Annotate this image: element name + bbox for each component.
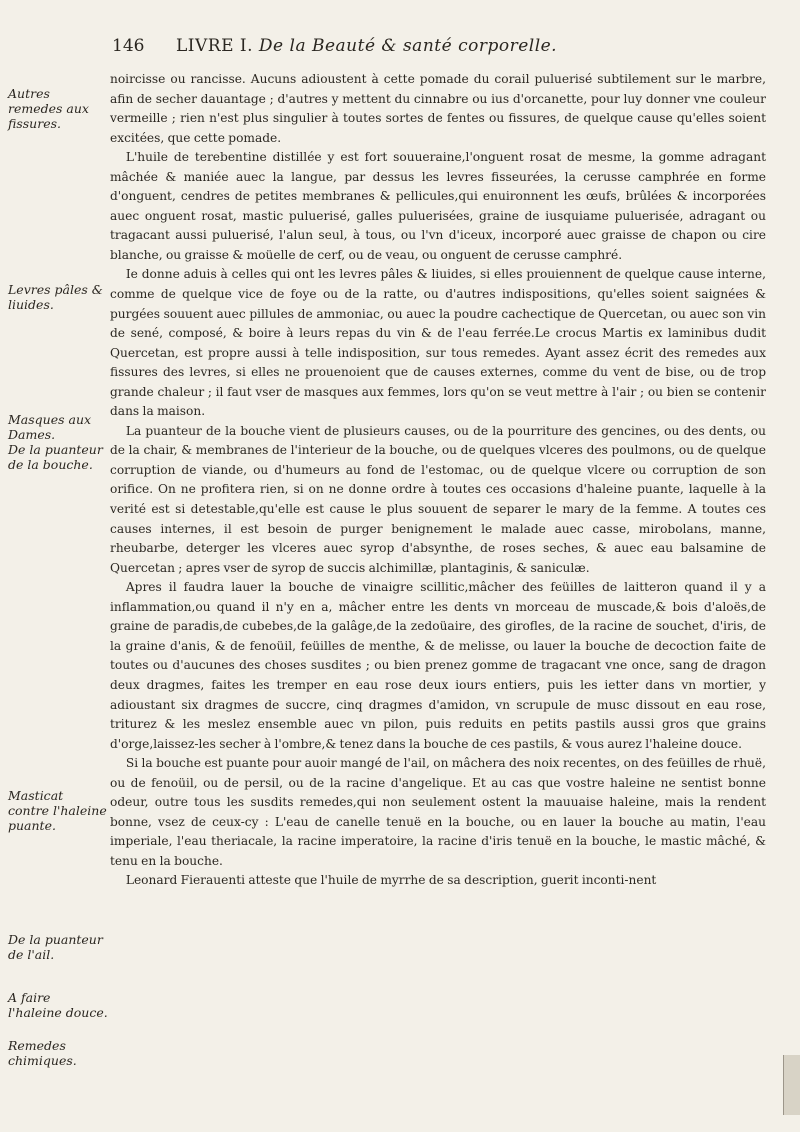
running-header — [112, 36, 752, 66]
book-label: LIVRE I. — [176, 36, 254, 56]
paragraph: L'huile de terebentine distillée y est fort souueraine,l'onguent rosat de mesme, la gomme adragant mâchée & maniée auec la langue, par dessus les levres fisseurées, la cerusse camphrée en forme d'onguent, cendres de petites membranes & pellicules,qui enuironnent les œufs, brûlées & incorporées auec onguent rosat, mastic puluerisé, galles puluerisées, graine de iusquiame puluerisée, adragant ou tragacant aussi puluerisé, l'alun seul, à tous, ou l'vn d'iceux, incorporé auec graisse de chapon ou cire blanche, ou graisse & moüelle de cerf, ou de veau, ou onguent de cerusse camphré. — [110, 150, 766, 262]
margin-note: De la puanteur de la bouche. — [8, 442, 103, 472]
margin-note: Levres pâles & liuides. — [8, 282, 103, 312]
margin-note: De la puanteur de l'ail. — [8, 932, 103, 962]
running-title — [176, 36, 557, 56]
paragraph: Ie donne aduis à celles qui ont les levres pâles & liuides, si elles prouiennent de quelque cause interne, comme de quelque vice de foye ou de la ratte, ou d'autres indispositions, qu'elles soient saignées & purgées souuent auec pillules de ammoniac, ou auec la poudre cachectique de Quercetan, ou auec son vin de sené, composé, & boire à leurs repas du vin & de l'eau ferrée.Le crocus Martis ex laminibus dudit Quercetan, est propre aussi à telle indisposition, sur tous remedes. Ayant assez écrit des remedes aux fissures des levres, si elles ne prouenoient que de causes externes, comme du vent de bise, ou de trop grande chaleur ; il faut vser de masques aux femmes, lors qu'on se veut mettre à l'air ; ou bien se contenir dans la maison. — [110, 267, 766, 419]
margin-note: Remedes chimiques. — [8, 1038, 77, 1068]
margin-note: A faire l'haleine douce. — [8, 990, 108, 1020]
margin-note: Masques aux Dames. — [8, 412, 92, 442]
margin-note: Autres remedes aux fissures. — [8, 86, 89, 131]
paragraph: noircisse ou rancisse. Aucuns adioustent à cette pomade du corail puluerisé subtilement sur le marbre, afin de secher dauantage ; d'autres y mettent du cinnabre ou ius d'orcanette, pour luy donner vne couleur vermeille ; rien n'est plus singulier à toutes sortes de fentes ou fissures, de quelque cause qu'elles soient excitées, que cette pomade. — [110, 72, 766, 145]
paragraph: Apres il faudra lauer la bouche de vinaigre scillitic,mâcher des feüilles de laitteron quand il y a inflammation,ou quand il n'y en a, mâcher entre les dents vn morceau de muscade,& bois d'aloës,de graine de paradis,de cubebes,de la galâge,de la zedoüaire, des girofles, de la racine de souchet, d'iris, de la graine d'anis, & de fenoüil, feüilles de menthe, & de melisse, ou lauer la bouche de decoction faite de toutes ou d'aucunes des choses susdites ; ou bien prenez gomme de tragacant vne once, sang de dragon deux dragmes, faites les tremper en eau rose deux iours entiers, puis les ietter dans vn mortier, y adioustant six dragmes de succre, cinq dragmes d'amidon, vn scrupule de musc dissout en eau rose, triturez & les meslez ensemble auec vn pilon, puis reduits en petits pastils aussi gros que grains d'orge,laissez-les secher à l'ombre,& tenez dans la bouche de ces pastils, & vous aurez l'haleine douce. — [110, 580, 766, 751]
page-number: 146 — [112, 36, 145, 56]
margin-note: Masticat contre l'haleine puante. — [8, 788, 107, 833]
page-edge — [783, 1055, 800, 1115]
paragraph: Si la bouche est puante pour auoir mangé de l'ail, on mâchera des noix recentes, on des feüilles de rhuë, ou de fenoüil, ou de persil, ou de la racine d'angelique. Et au cas que vostre haleine ne sentist bonne odeur, outre tous les susdits remedes,qui non seulement ostent la mauuaise haleine, mais la rendent bonne, vsez de ceux-cy : L'eau de canelle tenuë en la bouche, ou en lauer la bouche au matin, l'eau imperiale, l'eau theriacale, la racine imperatoire, la racine d'iris tenuë en la bouche, le mastic mâché, & tenu en la bouche. — [110, 756, 766, 868]
chapter-title: De la Beauté & santé corporelle. — [258, 36, 558, 56]
paragraph: La puanteur de la bouche vient de plusieurs causes, ou de la pourriture des gencines, ou des dents, ou de la chair, & membranes de l'interieur de la bouche, ou de quelques vlceres des poulmons, ou de quelque corruption de viande, ou d'humeurs au fond de l'estomac, ou de quelque vlcere ou corruption de son orifice. On ne profitera rien, si on ne donne ordre à toutes ces occasions d'haleine puante, laquelle à la verité est si detestable,qu'elle est cause le plus souuent de separer le mary de la femme. A toutes ces causes internes, il est besoin de purger benignement le malade auec casse, mirobolans, manne, rheubarbe, deterger les vlceres auec syrop d'absynthe, de roses seches, & auec eau balsamine de Quercetan ; apres vser de syrop de succis alchimillæ, plantaginis, & saniculæ. — [110, 423, 766, 575]
body-text — [110, 70, 766, 891]
paragraph: Leonard Fierauenti atteste que l'huile de myrrhe de sa description, guerit inconti-nent — [125, 873, 657, 888]
